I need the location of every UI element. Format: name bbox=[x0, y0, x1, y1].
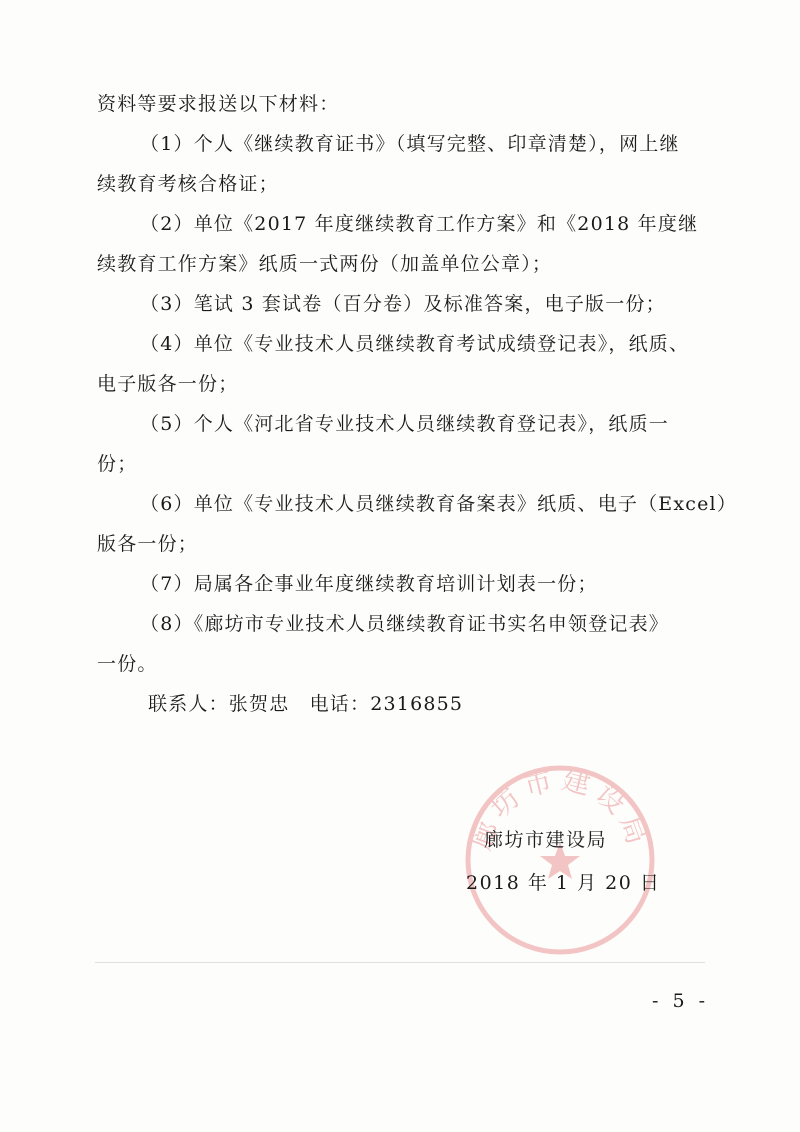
item-4-line-1: （4）单位《专业技术人员继续教育考试成绩登记表》，纸质、 bbox=[140, 333, 690, 355]
contact-line: 联系人：张贺忠 电话：2316855 bbox=[148, 693, 464, 715]
issue-date: 2018 年 1 月 20 日 bbox=[466, 872, 661, 894]
item-1-line-1: （1）个人《继续教育证书》（填写完整、印章清楚），网上继 bbox=[140, 133, 680, 155]
item-2-line-2: 续教育工作方案》纸质一式两份（加盖单位公章）； bbox=[97, 253, 553, 275]
intro-text: 资料等要求报送以下材料： bbox=[97, 93, 340, 115]
item-3-line-1: （3）笔试 3 套试卷（百分卷）及标准答案，电子版一份； bbox=[140, 293, 666, 315]
official-seal-stamp bbox=[460, 760, 660, 960]
item-2-line-1: （2）单位《2017 年度继续教育工作方案》和《2018 年度继 bbox=[140, 213, 699, 235]
seal-text: 廊坊市建设局 bbox=[464, 762, 656, 855]
item-1-line-2: 续教育考核合格证； bbox=[97, 173, 279, 195]
item-4-line-2: 电子版各一份； bbox=[97, 373, 239, 395]
item-5-line-2: 份； bbox=[97, 453, 138, 475]
item-6-line-1: （6）单位《专业技术人员继续教育备案表》纸质、电子（Excel） bbox=[140, 493, 738, 515]
bleed-through-divider bbox=[95, 962, 705, 963]
item-8-line-2: 一份。 bbox=[97, 653, 158, 675]
item-5-line-1: （5）个人《河北省专业技术人员继续教育登记表》，纸质一 bbox=[140, 413, 669, 435]
item-8-line-1: （8）《廊坊市专业技术人员继续教育证书实名申领登记表》 bbox=[140, 613, 669, 635]
item-7-line-1: （7）局属各企事业年度继续教育培训计划表一份； bbox=[140, 573, 598, 595]
page-number: - 5 - bbox=[652, 990, 710, 1012]
issuing-organization: 廊坊市建设局 bbox=[484, 829, 608, 851]
item-6-line-2: 版各一份； bbox=[97, 533, 199, 555]
